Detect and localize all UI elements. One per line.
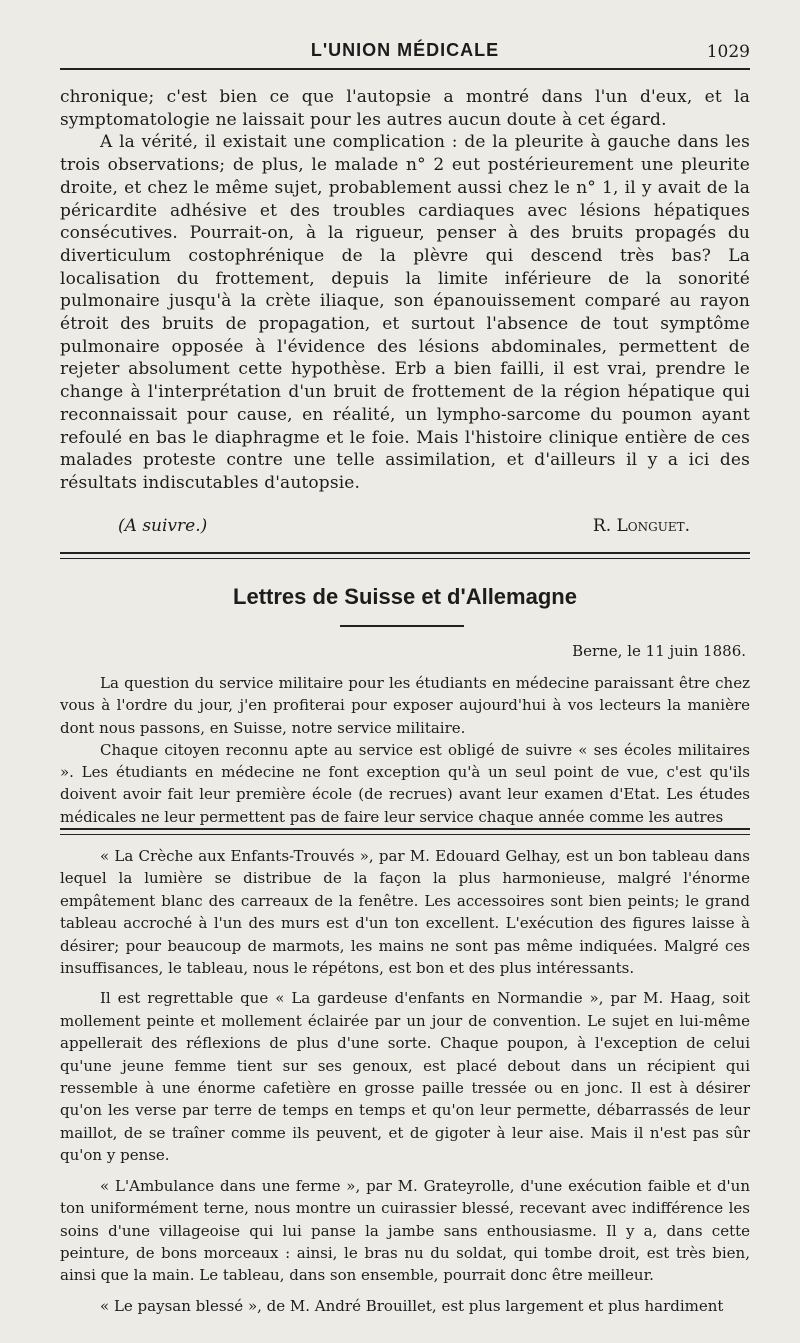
title-underline (340, 625, 464, 627)
feuilleton-divider-top (60, 828, 750, 830)
feuilleton-divider-bottom (60, 834, 750, 835)
paragraph: La question du service militaire pour les étudiants en médecine paraissant être chez vous à l'ordre du jour, j'en profiterai pour exposer aujourd'hui à vos lecteurs la manière dont nous passons, en Suisse, notre service militaire. (60, 674, 750, 737)
section-divider-bottom (60, 558, 750, 559)
paragraph: Chaque citoyen reconnu apte au service est obligé de suivre « ses écoles militaires ». Les étudiants en médecine ne font exception qu'à un seul point de vue, c'est qu'ils doivent avoir fait leur première école (de recrues) avant leur examen d'Etat. Les études médicales ne leur permettent pas de faire leur service chaque année comme les autres (60, 740, 750, 826)
header-rule (60, 68, 750, 70)
author-signature: R. Longuet. (592, 516, 690, 536)
feuilleton-body (60, 845, 750, 1325)
section-title: Lettres de Suisse et d'Allemagne (233, 584, 577, 609)
page-header (60, 36, 750, 68)
paragraph: « La Crèche aux Enfants-Trouvés », par M. Edouard Gelhay, est un bon tableau dans lequel la lumière se distribue de la façon la plus harmonieuse, malgré l'énorme empâtement blanc des carreaux de la fenêtre. Les accessoires sont bien peints; le grand tableau accroché à l'un des murs est d'un ton excellent. L'exécution des figures laisse à désirer; pour beaucoup de marmots, les mains ne sont pas même indiquées. Malgré ces insuffisances, le tableau, nous le répétons, est bon et des plus intéressants. (60, 847, 750, 978)
paragraph: chronique; c'est bien ce que l'autopsie a montré dans l'un d'eux, et la symptomatologie ne laissait pour les autres aucun doute à cet égard. (60, 87, 750, 130)
page-number: 1029 (706, 42, 750, 62)
paragraph: « Le paysan blessé », de M. André Brouillet, est plus largement et plus hardiment (100, 1296, 724, 1315)
paragraph: Il est regrettable que « La gardeuse d'enfants en Normandie », par M. Haag, soit mollement peinte et mollement éclairée par un jour de convention. Le sujet en lui-même appellerait des réflexions de plus d'une sorte. Chaque poupon, à l'exception de celui qu'une jeune femme tient sur ses genoux, est placé debout dans un récipient qui ressemble à une énorme cafetière en grosse paille tressée ou en jonc. Il est à désirer qu'on les verse par terre de temps en temps et qu'on leur permette, débarrassés de leur maillot, de se traîner comme ils peuvent, et de gigoter à leur aise. Mais il n'est pas sûr qu'on y pense. (60, 989, 750, 1165)
to-be-continued: (A suivre.) (118, 516, 208, 536)
article-footer (60, 516, 750, 540)
paragraph: « L'Ambulance dans une ferme », par M. Grateyrolle, d'une exécution faible et d'un ton uniformément terne, nous montre un cuirassier blessé, recevant avec indifférence les soins d'une villageoise qui lui panse la jambe sans enthousiasme. Il y a, dans cette peinture, de bons morceaux : ainsi, le bras nu du soldat, qui tombe droit, est très bien, ainsi que la main. Le tableau, dans son ensemble, pourrait donc être meilleur. (60, 1176, 750, 1285)
section-divider-top (60, 552, 750, 554)
running-title: L'UNION MÉDICALE (310, 40, 500, 60)
letter-body (60, 672, 750, 828)
dateline: Berne, le 11 juin 1886. (572, 642, 746, 660)
paragraph: A la vérité, il existait une complication : de la pleurite à gauche dans les trois observations; de plus, le malade n° 2 eut postérieurement une pleurite droite, et chez le même sujet, probablement aussi chez le n° 1, il y avait de la péricardite adhésive et des troubles cardiaques avec lésions hépatiques consécutives. Pourrait-on, à la rigueur, penser à des bruits propagés du diverticulum costophrénique de la plèvre qui descend très bas? La localisation du frottement, depuis la limite inférieure de la sonorité pulmonaire jusqu'à la crète iliaque, son épanouissement comparé au rayon étroit des bruits de propagation, et surtout l'absence de tout symptôme pulmonaire opposée à l'évidence des lésions abdominales, permettent de rejeter absolument cette hypothèse. Erb a bien failli, il est vrai, prendre le change à l'interprétation d'un bruit de frottement de la région hépatique qui reconnaissait pour cause, en réalité, un lympho-sarcome du poumon ayant refoulé en bas le diaphragme et le foie. Mais l'histoire clinique entière de ces malades proteste contre une telle assimilation, et d'ailleurs il y a ici des résultats indiscutables d'autopsie. (60, 132, 750, 493)
article-continuation (60, 86, 750, 495)
